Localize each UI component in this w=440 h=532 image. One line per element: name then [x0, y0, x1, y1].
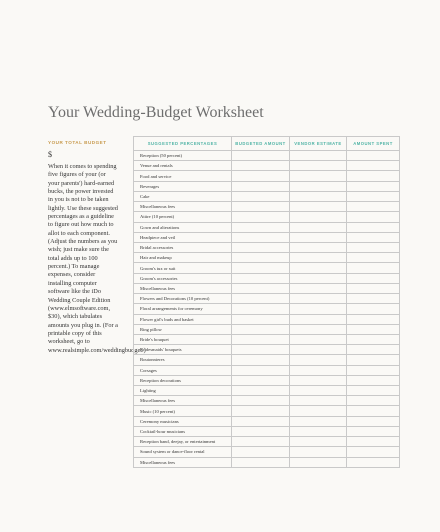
table-row [134, 212, 400, 222]
vendor-estimate-cell[interactable] [290, 181, 347, 191]
vendor-estimate-cell[interactable] [290, 283, 347, 293]
vendor-estimate-cell[interactable] [290, 294, 347, 304]
vendor-estimate-cell[interactable] [290, 406, 347, 416]
vendor-estimate-cell[interactable] [290, 447, 347, 457]
amount-spent-cell[interactable] [347, 324, 400, 334]
budgeted-amount-cell[interactable] [232, 426, 290, 436]
header-amount-spent: AMOUNT SPENT [347, 137, 400, 151]
amount-spent-cell[interactable] [347, 253, 400, 263]
budget-item-label: Reception (50 percent) [134, 151, 232, 161]
table-row [134, 355, 400, 365]
table-row [134, 396, 400, 406]
budgeted-amount-cell[interactable] [232, 222, 290, 232]
table-row [134, 191, 400, 201]
amount-spent-cell[interactable] [347, 375, 400, 385]
vendor-estimate-cell[interactable] [290, 386, 347, 396]
amount-spent-cell[interactable] [347, 232, 400, 242]
vendor-estimate-cell[interactable] [290, 314, 347, 324]
amount-spent-cell[interactable] [347, 334, 400, 344]
amount-spent-cell[interactable] [347, 314, 400, 324]
vendor-estimate-cell[interactable] [290, 212, 347, 222]
budgeted-amount-cell[interactable] [232, 324, 290, 334]
budget-item-label: Beverages [134, 181, 232, 191]
table-row [134, 304, 400, 314]
table-row [134, 365, 400, 375]
table-row [134, 283, 400, 293]
budgeted-amount-cell[interactable] [232, 355, 290, 365]
header-budgeted-amount: BUDGETED AMOUNT [232, 137, 290, 151]
table-row [134, 171, 400, 181]
budget-item-label: Headpiece and veil [134, 232, 232, 242]
table-row [134, 416, 400, 426]
table-row [134, 202, 400, 212]
budget-item-label: Bridesmaids' bouquets [134, 345, 232, 355]
vendor-estimate-cell[interactable] [290, 304, 347, 314]
vendor-estimate-cell[interactable] [290, 426, 347, 436]
vendor-estimate-cell[interactable] [290, 345, 347, 355]
amount-spent-cell[interactable] [347, 396, 400, 406]
table-row [134, 345, 400, 355]
budget-item-label: Miscellaneous fees [134, 202, 232, 212]
vendor-estimate-cell[interactable] [290, 273, 347, 283]
vendor-estimate-cell[interactable] [290, 191, 347, 201]
vendor-estimate-cell[interactable] [290, 222, 347, 232]
table-row [134, 273, 400, 283]
budgeted-amount-cell[interactable] [232, 294, 290, 304]
amount-spent-cell[interactable] [347, 416, 400, 426]
amount-spent-cell[interactable] [347, 437, 400, 447]
amount-spent-cell[interactable] [347, 191, 400, 201]
table-row [134, 253, 400, 263]
budgeted-amount-cell[interactable] [232, 232, 290, 242]
vendor-estimate-cell[interactable] [290, 263, 347, 273]
budgeted-amount-cell[interactable] [232, 314, 290, 324]
budget-item-label: Flower girl's buds and basket [134, 314, 232, 324]
budget-item-label: Music (10 percent) [134, 406, 232, 416]
budget-item-label: Gown and alterations [134, 222, 232, 232]
table-row [134, 263, 400, 273]
budgeted-amount-cell[interactable] [232, 375, 290, 385]
amount-spent-cell[interactable] [347, 355, 400, 365]
amount-spent-cell[interactable] [347, 457, 400, 467]
amount-spent-cell[interactable] [347, 263, 400, 273]
budgeted-amount-cell[interactable] [232, 437, 290, 447]
vendor-estimate-cell[interactable] [290, 365, 347, 375]
table-row [134, 457, 400, 467]
vendor-estimate-cell[interactable] [290, 161, 347, 171]
budgeted-amount-cell[interactable] [232, 345, 290, 355]
budgeted-amount-cell[interactable] [232, 253, 290, 263]
table-row [134, 426, 400, 436]
vendor-estimate-cell[interactable] [290, 171, 347, 181]
amount-spent-cell[interactable] [347, 202, 400, 212]
table-row [134, 294, 400, 304]
budget-item-label: Cocktail-hour musicians [134, 426, 232, 436]
vendor-estimate-cell[interactable] [290, 202, 347, 212]
budget-item-label: Groom's accessories [134, 273, 232, 283]
amount-spent-cell[interactable] [347, 365, 400, 375]
table-row [134, 232, 400, 242]
budget-item-label: Ring pillow [134, 324, 232, 334]
budget-item-label: Ceremony musicians [134, 416, 232, 426]
budgeted-amount-cell[interactable] [232, 202, 290, 212]
budgeted-amount-cell[interactable] [232, 386, 290, 396]
table-row [134, 181, 400, 191]
vendor-estimate-cell[interactable] [290, 334, 347, 344]
table-row [134, 324, 400, 334]
amount-spent-cell[interactable] [347, 171, 400, 181]
total-budget-label: YOUR TOTAL BUDGET [48, 140, 107, 145]
budgeted-amount-cell[interactable] [232, 447, 290, 457]
budget-item-label: Hair and makeup [134, 253, 232, 263]
budgeted-amount-cell[interactable] [232, 161, 290, 171]
table-row [134, 151, 400, 161]
amount-spent-cell[interactable] [347, 242, 400, 252]
amount-spent-cell[interactable] [347, 426, 400, 436]
vendor-estimate-cell[interactable] [290, 232, 347, 242]
budget-item-label: Flowers and Decorations (10 percent) [134, 294, 232, 304]
vendor-estimate-cell[interactable] [290, 396, 347, 406]
table-row [134, 242, 400, 252]
budgeted-amount-cell[interactable] [232, 181, 290, 191]
budget-item-label: Lighting [134, 386, 232, 396]
budget-item-label: Boutonnieres [134, 355, 232, 365]
amount-spent-cell[interactable] [347, 283, 400, 293]
table-row [134, 161, 400, 171]
table-row [134, 314, 400, 324]
budgeted-amount-cell[interactable] [232, 171, 290, 181]
amount-spent-cell[interactable] [347, 222, 400, 232]
amount-spent-cell[interactable] [347, 294, 400, 304]
dollar-sign: $ [48, 150, 52, 159]
budget-item-label: Miscellaneous fees [134, 396, 232, 406]
budget-item-label: Sound system or dance-floor rental [134, 447, 232, 457]
vendor-estimate-cell[interactable] [290, 355, 347, 365]
header-vendor-estimate: VENDOR ESTIMATE [290, 137, 347, 151]
budget-table [133, 136, 400, 468]
budgeted-amount-cell[interactable] [232, 212, 290, 222]
budgeted-amount-cell[interactable] [232, 283, 290, 293]
table-row [134, 375, 400, 385]
vendor-estimate-cell[interactable] [290, 324, 347, 334]
budgeted-amount-cell[interactable] [232, 242, 290, 252]
budget-item-label: Miscellaneous fees [134, 283, 232, 293]
budgeted-amount-cell[interactable] [232, 365, 290, 375]
vendor-estimate-cell[interactable] [290, 253, 347, 263]
table-row [134, 406, 400, 416]
budgeted-amount-cell[interactable] [232, 396, 290, 406]
budget-rows [134, 151, 400, 468]
budget-item-label: Attire (10 percent) [134, 212, 232, 222]
budget-item-label: Food and service [134, 171, 232, 181]
budgeted-amount-cell[interactable] [232, 457, 290, 467]
table-header-row [134, 137, 400, 151]
budget-item-label: Reception band, deejay, or entertainment [134, 437, 232, 447]
budgeted-amount-cell[interactable] [232, 406, 290, 416]
budgeted-amount-cell[interactable] [232, 304, 290, 314]
amount-spent-cell[interactable] [347, 212, 400, 222]
vendor-estimate-cell[interactable] [290, 457, 347, 467]
amount-spent-cell[interactable] [347, 406, 400, 416]
header-suggested-percentages: SUGGESTED PERCENTAGES [134, 137, 232, 151]
budget-item-label: Cake [134, 191, 232, 201]
budget-item-label: Corsages [134, 365, 232, 375]
budgeted-amount-cell[interactable] [232, 273, 290, 283]
amount-spent-cell[interactable] [347, 161, 400, 171]
table-row [134, 447, 400, 457]
amount-spent-cell[interactable] [347, 386, 400, 396]
vendor-estimate-cell[interactable] [290, 151, 347, 161]
vendor-estimate-cell[interactable] [290, 242, 347, 252]
amount-spent-cell[interactable] [347, 181, 400, 191]
budgeted-amount-cell[interactable] [232, 151, 290, 161]
instructions-text: When it comes to spending five figures of your (or your parents') hard-earned bucks, the power invested in you is not to be taken lightly. Use these suggested percentages as a guideline to figure out how much to allot to each component. (Adjust the numbers as you wish; just make sure the total adds up to 100 percent.) To manage expenses, consider installing computer software like the iDo Wedding Couple Edition (www.elmsoftware.com, $30), which tabulates amounts you plug in. (For a printable copy of this worksheet, go to www.realsimple.com/weddingbudget.) [48, 163, 146, 354]
budget-item-label: Floral arrangements for ceremony [134, 304, 232, 314]
budgeted-amount-cell[interactable] [232, 334, 290, 344]
vendor-estimate-cell[interactable] [290, 437, 347, 447]
budgeted-amount-cell[interactable] [232, 191, 290, 201]
table-row [134, 222, 400, 232]
page-title: Your Wedding-Budget Worksheet [48, 104, 264, 121]
budgeted-amount-cell[interactable] [232, 416, 290, 426]
budgeted-amount-cell[interactable] [232, 263, 290, 273]
vendor-estimate-cell[interactable] [290, 416, 347, 426]
amount-spent-cell[interactable] [347, 447, 400, 457]
amount-spent-cell[interactable] [347, 273, 400, 283]
table-row [134, 386, 400, 396]
amount-spent-cell[interactable] [347, 345, 400, 355]
budget-item-label: Groom's tux or suit [134, 263, 232, 273]
vendor-estimate-cell[interactable] [290, 375, 347, 385]
budget-item-label: Miscellaneous fees [134, 457, 232, 467]
table-row [134, 334, 400, 344]
budget-item-label: Bride's bouquet [134, 334, 232, 344]
budget-item-label: Bridal accessories [134, 242, 232, 252]
table-row [134, 437, 400, 447]
amount-spent-cell[interactable] [347, 151, 400, 161]
amount-spent-cell[interactable] [347, 304, 400, 314]
budget-item-label: Venue and rentals [134, 161, 232, 171]
budget-item-label: Reception decorations [134, 375, 232, 385]
